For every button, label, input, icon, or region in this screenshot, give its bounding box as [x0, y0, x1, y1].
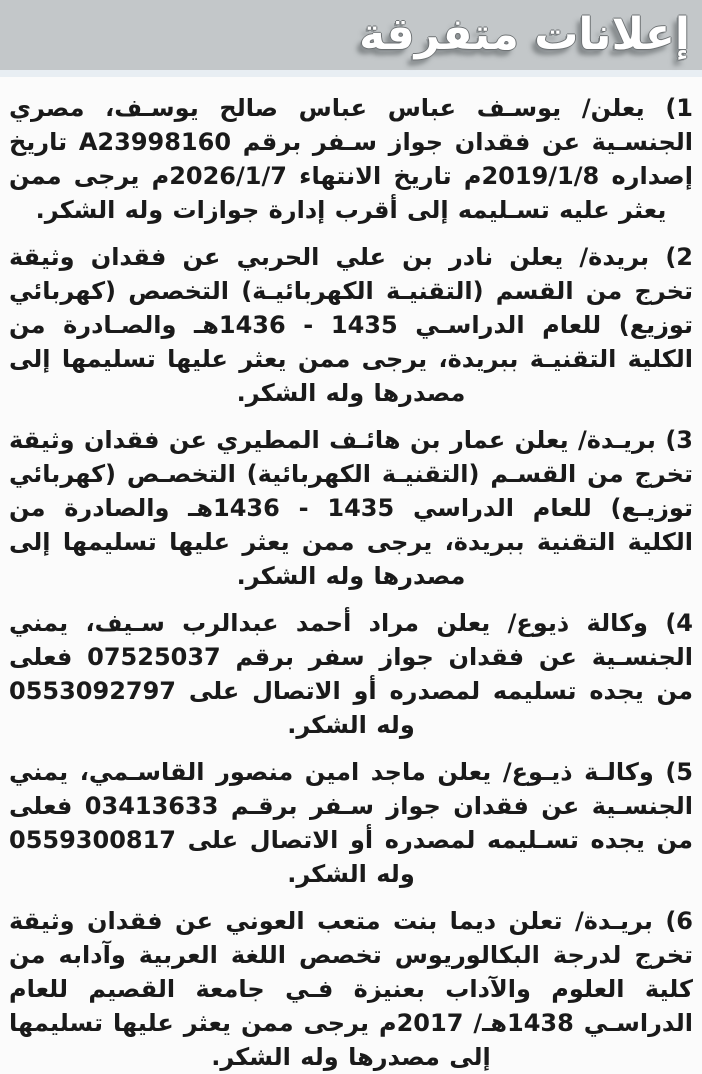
- section-header-banner: [0, 0, 702, 70]
- announcement-4: 4) وكالة ذيوع/ يعلن مراد أحمد عبدالرب سـيف، يمني الجنسـية عن فقدان جواز سفر برقم 07525037 فعلى من يجده تسليمه لمصدره أو الاتصال على 0553092797 وله الشكر.: [9, 609, 693, 739]
- announcement-3: 3) بريـدة/ يعلن عمار بن هائـف المطيري عن فقدان وثيقة تخرج من القسـم (التقنيـة الكهربائية) التخصـص (كهربائي توزيـع) للعام الدراسي 1435 - 1436هـ والصادرة من الكلية التقنية ببريدة، يرجى ممن يعثر عليها تسليمها إلى مصدرها وله الشكر.: [9, 426, 693, 590]
- announcement-6: 6) بريـدة/ تعلن ديما بنت متعب العوني عن فقدان وثيقة تخرج لدرجة البكالوريوس تخصص اللغة العربية وآدابه من كلية العلوم والآداب بعنيزة فـي جامعة القصيم للعام الدراسـي 1438هـ/ 2017م يرجى ممن يعثر عليها تسليمها إلى مصدرها وله الشكر.: [9, 907, 693, 1071]
- announcement-5: 5) وكالـة ذيـوع/ يعلن ماجد امين منصور القاسـمي، يمني الجنسـية عن فقدان جواز سـفر برقـم 03413633 فعلى من يجده تسـليمه لمصدره أو الاتصال على 0559300817 وله الشكر.: [9, 758, 693, 888]
- announcement-1: 1) يعلن/ يوسـف عباس عباس صالح يوسـف، مصري الجنسـية عن فقدان جواز سـفر برقم A23998160 تاريخ إصداره 2019/1/8م تاريخ الانتهاء 2026/1/7م يرجى ممن يعثر عليه تسـليمه إلى أقرب إدارة جوازات وله الشكر.: [9, 94, 693, 224]
- header-separator: [0, 70, 702, 77]
- page-title: إعلانات متفرقة: [359, 9, 690, 60]
- announcement-2: 2) بريدة/ يعلن نادر بن علي الحربي عن فقدان وثيقة تخرج من القسم (التقنيـة الكهربائيـة) التخصص (كهربائي توزيع) للعام الدراسـي 1435 - 1436هـ والصـادرة من الكلية التقنيـة ببريدة، يرجى ممن يعثر عليها تسليمها إلى مصدرها وله الشكر.: [9, 243, 693, 407]
- announcements-list: [0, 77, 702, 1074]
